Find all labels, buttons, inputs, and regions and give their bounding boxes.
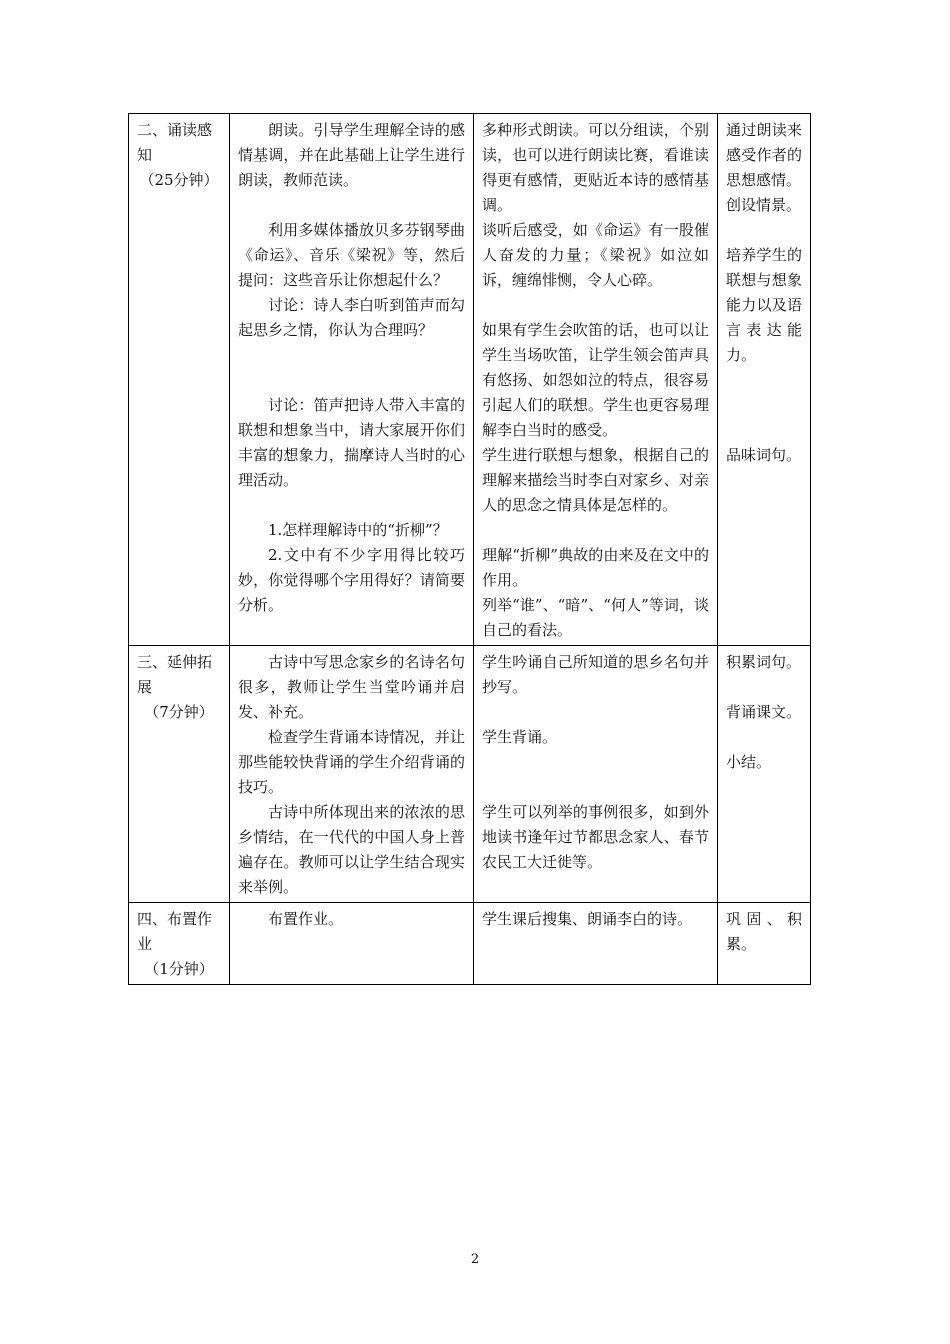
student-activity-cell	[474, 114, 718, 646]
stage-title: 二、诵读感知	[137, 121, 213, 164]
student-activity: 谈听后感受，如《命运》有一股催人奋发的力量；《梁祝》如泣如诉，缠绵悱恻，令人心碎。	[482, 221, 709, 289]
teacher-activity-cell	[230, 646, 474, 903]
student-activity: 多种形式朗读。可以分组读，个别读，也可以进行朗读比赛，看谁读得更有感情，更贴近本诗的感情基调。	[482, 121, 709, 214]
stage-time: （25分钟）	[139, 171, 219, 189]
design-purpose: 小结。	[726, 753, 772, 771]
stage-time: （1分钟）	[144, 960, 214, 978]
teacher-activity: 检查学生背诵本诗情况，并让那些能较快背诵的学生介绍背诵的技巧。	[238, 728, 465, 796]
student-activity: 学生可以列举的事例很多，如到外地读书逢年过节都思念家人、春节农民工大迁徙等。	[482, 803, 709, 871]
teacher-activity: 讨论：笛声把诗人带入丰富的联想和想象当中，请大家展开你们丰富的想象力，揣摩诗人当时的心理活动。	[238, 396, 465, 489]
design-purpose: 培养学生的联想与想象能力以及语言表达能力。	[726, 246, 802, 364]
student-activity: 学生背诵。	[482, 728, 558, 746]
student-activity: 学生进行联想与想象，根据自己的理解来描绘当时李白对家乡、对亲人的思念之情具体是怎样的。	[482, 446, 709, 514]
design-purpose-cell	[718, 903, 811, 985]
teacher-activity: 讨论：诗人李白听到笛声而勾起思乡之情，你认为合理吗？	[238, 296, 465, 339]
design-purpose-cell	[718, 114, 811, 646]
stage-title: 三、延伸拓展	[137, 653, 213, 696]
design-purpose: 背诵课文。	[726, 703, 802, 721]
student-activity: 学生吟诵自己所知道的思乡名句并抄写。	[482, 653, 709, 696]
design-purpose: 创设情景。	[726, 196, 802, 214]
teacher-activity: 利用多媒体播放贝多芬钢琴曲《命运》、音乐《梁祝》等，然后提问：这些音乐让你想起什么？	[238, 221, 465, 289]
teacher-activity: 1.怎样理解诗中的“折柳”？	[268, 521, 448, 539]
design-purpose-cell	[718, 646, 811, 903]
page-number: 2	[470, 1252, 480, 1267]
teacher-activity: 朗读。引导学生理解全诗的感情基调，并在此基础上让学生进行朗读，教师范读。	[238, 121, 465, 189]
design-purpose: 通过朗读来感受作者的思想感情。	[726, 121, 802, 189]
teacher-activity: 布置作业。	[268, 910, 344, 928]
stage-cell	[129, 114, 230, 646]
teacher-activity: 古诗中写思念家乡的名诗名句很多，教师让学生当堂吟诵并启发、补充。	[238, 653, 465, 721]
lesson-plan-table	[128, 113, 811, 985]
design-purpose: 巩固、积累。	[726, 910, 802, 953]
stage-time: （7分钟）	[144, 703, 214, 721]
student-activity: 学生课后搜集、朗诵李白的诗。	[482, 910, 693, 928]
design-purpose: 品味词句。	[726, 446, 802, 464]
teacher-activity-cell	[230, 903, 474, 985]
table-row	[129, 114, 811, 646]
student-activity: 理解“折柳”典故的由来及在文中的作用。	[482, 546, 709, 589]
student-activity: 列举“谁”、“暗”、“何人”等词，谈自己的看法。	[482, 596, 709, 639]
student-activity: 如果有学生会吹笛的话，也可以让学生当场吹笛，让学生领会笛声具有悠扬、如怨如泣的特点，很容易引起人们的联想。学生也更容易理解李白当时的感受。	[482, 321, 709, 439]
teacher-activity-cell	[230, 114, 474, 646]
table-row	[129, 646, 811, 903]
teacher-activity: 2.文中有不少字用得比较巧妙，你觉得哪个字用得好？请简要分析。	[238, 546, 465, 614]
stage-cell	[129, 903, 230, 985]
student-activity-cell	[474, 903, 718, 985]
student-activity-cell	[474, 646, 718, 903]
stage-title: 四、布置作业	[137, 910, 213, 953]
design-purpose: 积累词句。	[726, 653, 802, 671]
stage-cell	[129, 646, 230, 903]
teacher-activity: 古诗中所体现出来的浓浓的思乡情结，在一代代的中国人身上普遍存在。教师可以让学生结合现实来举例。	[238, 803, 465, 896]
table-row	[129, 903, 811, 985]
